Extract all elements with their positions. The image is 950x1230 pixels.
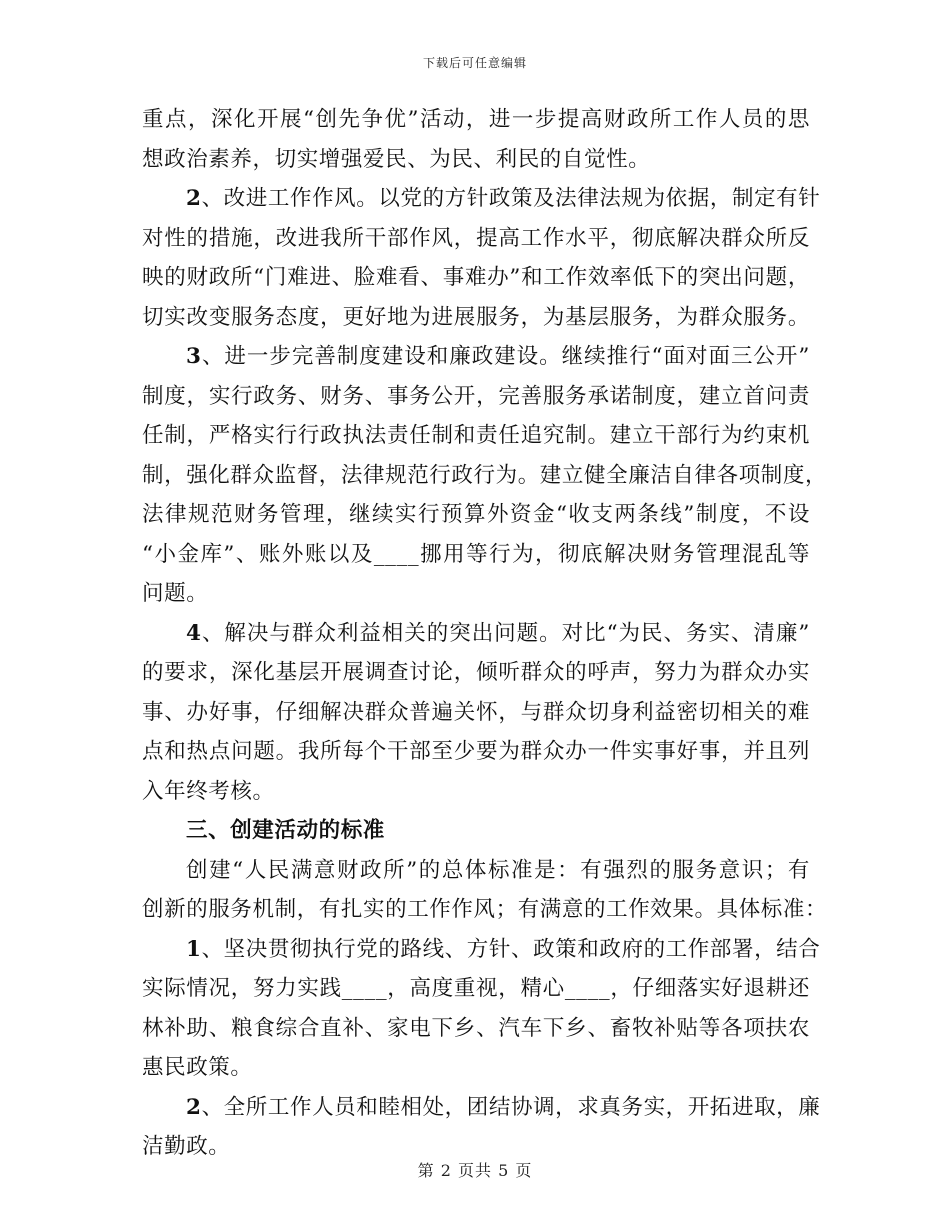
item-text: 、解决与群众利益相关的突出问题。对比“为民、务实、清廉” (201, 620, 810, 646)
text-line: 创新的服务机制，有扎实的工作作风；有满意的工作效果。具体标准： (142, 897, 828, 922)
text-line: 问题。 (142, 581, 209, 606)
text-line: 实际情况，努力实践____，高度重视，精心____，仔细落实好退耕还 (142, 976, 810, 1001)
paragraph-standard-intro (142, 851, 828, 930)
paragraph-standard-2 (142, 1088, 821, 1167)
text-line: 对性的措施，改进我所干部作风，提高工作水平，彻底解决群众所反 (142, 225, 810, 251)
page-footer: 第 2 页共 5 页 (417, 1161, 533, 1180)
text-line (142, 1088, 821, 1128)
text-line: 法律规范财务管理，继续实行预算外资金“收支两条线”制度，不设 (142, 502, 810, 527)
section-heading: 三、创建活动的标准 (186, 818, 385, 843)
item-number: 3 (186, 344, 202, 369)
text-line: 的要求，深化基层开展调查讨论，倾听群众的呼声，努力为群众办实 (142, 660, 810, 685)
document-body (142, 100, 828, 1167)
text-line: 入年终考核。 (142, 778, 275, 804)
text-line: 任制，严格实行行政执法责任制和责任追究制。建立干部行为约束机 (142, 423, 810, 448)
item-text: 、改进工作作风。以党的方针政策及法律法规为依据，制定有针 (201, 186, 821, 211)
text-line (142, 614, 810, 654)
text-line: 制度，实行政务、财务、事务公开，完善服务承诺制度，建立首问责 (142, 383, 810, 409)
paragraph-item-2 (142, 179, 821, 337)
page-header: 下载后可任意编辑 (422, 56, 527, 70)
text-line (142, 930, 821, 970)
item-text: 、坚决贯彻执行党的路线、方针、政策和政府的工作部署，结合 (201, 936, 821, 962)
item-number: 4 (186, 620, 202, 646)
item-number: 2 (186, 186, 202, 211)
item-number: 1 (186, 936, 202, 962)
text-line: 惠民政策。 (142, 1055, 253, 1080)
paragraph-item-4 (142, 614, 810, 812)
text-line: 映的财政所“门难进、脸难看、事难办”和工作效率低下的突出问题， (142, 265, 810, 290)
text-line: 切实改变服务态度，更好地为进展服务，为基层服务，为群众服务。 (142, 304, 810, 330)
text-line (142, 179, 821, 219)
text-line: 想政治素养，切实增强爱民、为民、利民的自觉性。 (142, 146, 651, 172)
text-line: “小金库”、账外账以及____挪用等行为，彻底解决财务管理混乱等 (142, 541, 810, 567)
paragraph-item-3 (142, 337, 828, 614)
paragraph-standard-1 (142, 930, 821, 1088)
text-line: 林补助、粮食综合直补、家电下乡、汽车下乡、畜牧补贴等各项扶农 (142, 1015, 810, 1041)
paragraph-intro-continuation (142, 100, 810, 179)
item-number: 2 (186, 1094, 202, 1120)
item-text: 、全所工作人员和睦相处，团结协调，求真务实，开拓进取，廉 (201, 1094, 821, 1120)
text-line: 洁勤政。 (142, 1134, 231, 1159)
text-line: 点和热点问题。我所每个干部至少要为群众办一件实事好事，并且列 (142, 739, 810, 764)
text-line: 创建“人民满意财政所”的总体标准是：有强烈的服务意识；有 (186, 857, 810, 883)
text-line: 重点，深化开展“创先争优”活动，进一步提高财政所工作人员的思 (142, 107, 810, 132)
item-text: 、进一步完善制度建设和廉政建设。继续推行“面对面三公开” (201, 344, 810, 369)
text-line: 事、办好事，仔细解决群众普遍关怀，与群众切身利益密切相关的难 (142, 699, 810, 725)
text-line: 制，强化群众监督，法律规范行政行为。建立健全廉洁自律各项制度， (142, 462, 828, 488)
text-line (142, 337, 810, 377)
